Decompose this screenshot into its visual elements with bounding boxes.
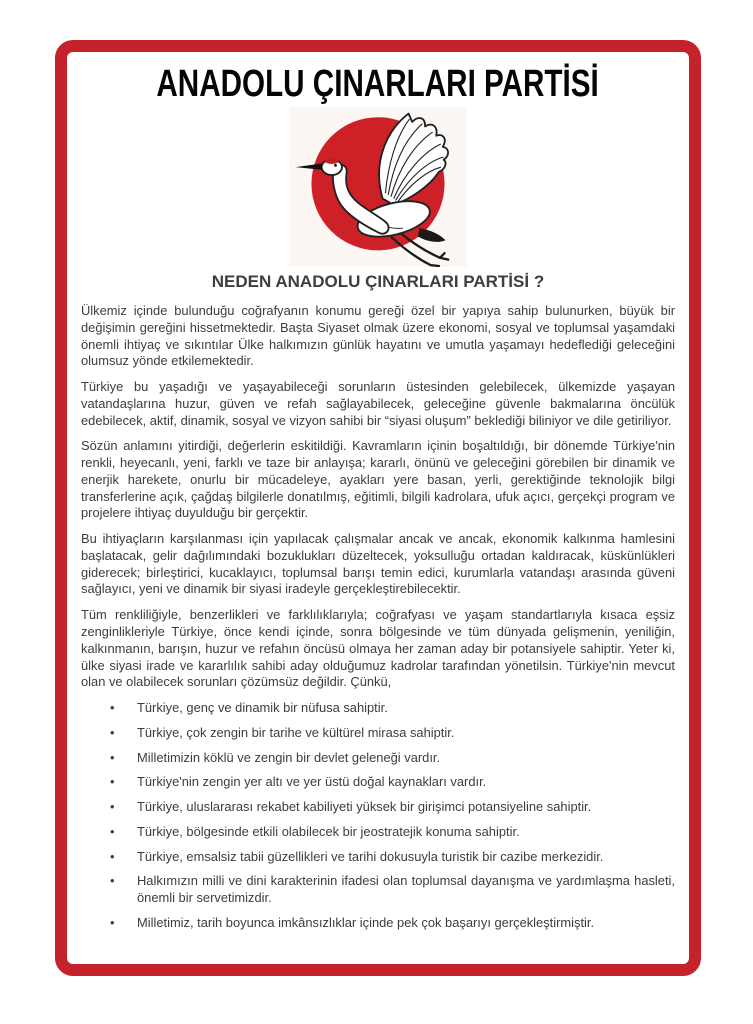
bullet-marker: • [110,799,115,815]
bullet-text: Türkiye, genç ve dinamik bir nüfusa sahiptir. [137,700,388,716]
logo-area [81,107,675,267]
question-heading: NEDEN ANADOLU ÇINARLARI PARTİSİ ? [211,272,545,291]
body-paragraph: Sözün anlamını yitirdiği, değerlerin eskitildiği. Kavramların içinin boşaltıldığı, bir dönemde Türkiye'nin renkli, heyecanlı, yeni, farklı ve taze bir anlayışa; kararlı, önünü ve geleceğini görebilen bir dinamik ve enerjik harekete, onurlu bir mücadeleye, ayakları yere basan, yerli, gerektiğinde teknolojik bilgi transferlerine açık, çağdaş bilgilerle donatılmış, eğitimli, bilgili kadrolara, ufuk açıcı, gerçekçi program ve projelere ihtiyaç duyulduğu bir gerçektir. [81,438,675,521]
bullet-text: Halkımızın milli ve dini karakterinin ifadesi olan toplumsal dayanışma ve yardımlaşma hasleti, önemli bir servetimizdir. [137,873,675,906]
body-text [81,303,675,691]
poster-content [67,65,689,932]
bullet-text: Türkiye, bölgesinde etkili olabilecek bir jeostratejik konuma sahiptir. [137,823,520,839]
logo-box [289,107,467,267]
bullet-item [81,824,675,841]
bullet-text: Milletimiz, tarih boyunca imkânsızlıklar içinde pek çok başarıyı gerçekleştirmiştir. [137,914,595,930]
bullet-marker: • [110,749,115,765]
bullet-text: Türkiye, çok zengin bir tarihe ve kültürel mirasa sahiptir. [137,724,455,740]
bullet-item [81,750,675,767]
crane-crown [325,158,339,164]
crane-logo-icon [290,108,466,267]
party-title-text: ANADOLU ÇINARLARI PARTİSİ [156,63,600,105]
bullet-marker: • [110,823,115,839]
bullet-text: Türkiye, emsalsiz tabii güzellikleri ve tarihi dokusuyla turistik bir cazibe merkezidir. [137,848,604,864]
body-paragraph: Tüm renkliliğiyle, benzerlikleri ve farklılıklarıyla; coğrafyası ve yaşam standartlarıyla kısaca eşsiz zenginlikleriyle Türkiye, önce kendi içinde, sonra bölgesinde ve tüm dünyada gelişmenin, yeniliğin, kalkınmanın, barışın, huzur ve refahın öncüsü olmaya her zaman aday bir potansiyele sahiptir. Yeter ki, ülke siyasi irade ve kararlılık sahibi aday olduğumuz kadrolar tarafından yönetilsin. Türkiye'nin mevcut olan ve olabilecek sorunları çözümsüz değildir. Çünkü, [81,607,675,690]
bullet-marker: • [110,700,115,716]
bullet-item [81,915,675,932]
bullet-item [81,725,675,742]
bullet-item [81,700,675,717]
bullet-text: Türkiye'nin zengin yer altı ve yer üstü doğal kaynakları vardır. [137,774,487,790]
bullet-marker: • [110,724,115,740]
strengths-bullet-list [81,700,675,932]
bullet-marker: • [110,848,115,864]
body-paragraph: Türkiye bu yaşadığı ve yaşayabileceği sorunların üstesinden gelebilecek, ülkemizde yaşayan vatandaşlarına huzur, güven ve refah sağlayabilecek, geleceğine güvenle bakmalarına öncülük edebilecek, aktif, dinamik, sosyal ve vizyon sahibi bir “siyasi oluşum” beklediği biliniyor ve dile getiriliyor. [81,379,675,428]
party-title [81,65,675,103]
bullet-item [81,873,675,907]
bullet-marker: • [110,914,115,930]
bullet-marker: • [110,873,115,889]
bullet-item [81,799,675,816]
red-border-frame [55,40,701,976]
bullet-text: Milletimizin köklü ve zengin bir devlet geleneği vardır. [137,749,441,765]
bullet-item [81,774,675,791]
body-paragraph: Ülkemiz içinde bulunduğu coğrafyanın konumu gereği özel bir yapıya sahip bulunurken, büyük bir değişimin gereğini hissetmektedir. Başta Siyaset olmak üzere ekonomi, sosyal ve toplumsal yaşamdaki önemli ihtiyaç ve sıkıntılar Ülke halkımızın günlük hayatını ve umutla yaşamayı hedeflediği geleceğini olumsuz yönde etkilemektedir. [81,303,675,369]
bullet-text: Türkiye, uluslararası rekabet kabiliyeti yüksek bir girişimci potansiyeline sahiptir. [137,799,592,815]
bullet-marker: • [110,774,115,790]
body-paragraph: Bu ihtiyaçların karşılanması için yapılacak çalışmalar ancak ve ancak, ekonomik kalkınma hamlesini başlatacak, gelir dağılımındaki bozuklukları düzeltecek, yoksulluğu ortadan kaldıracak, küskünlükleri giderecek; birleştirici, kucaklayıcı, toplumsal barışı temin edici, kurumlarla vatandaşı arasında güveni sağlayıcı, yeni ve dinamik bir siyasi iradeyle gerçekleştirebilecektir. [81,531,675,597]
bullet-item [81,849,675,866]
